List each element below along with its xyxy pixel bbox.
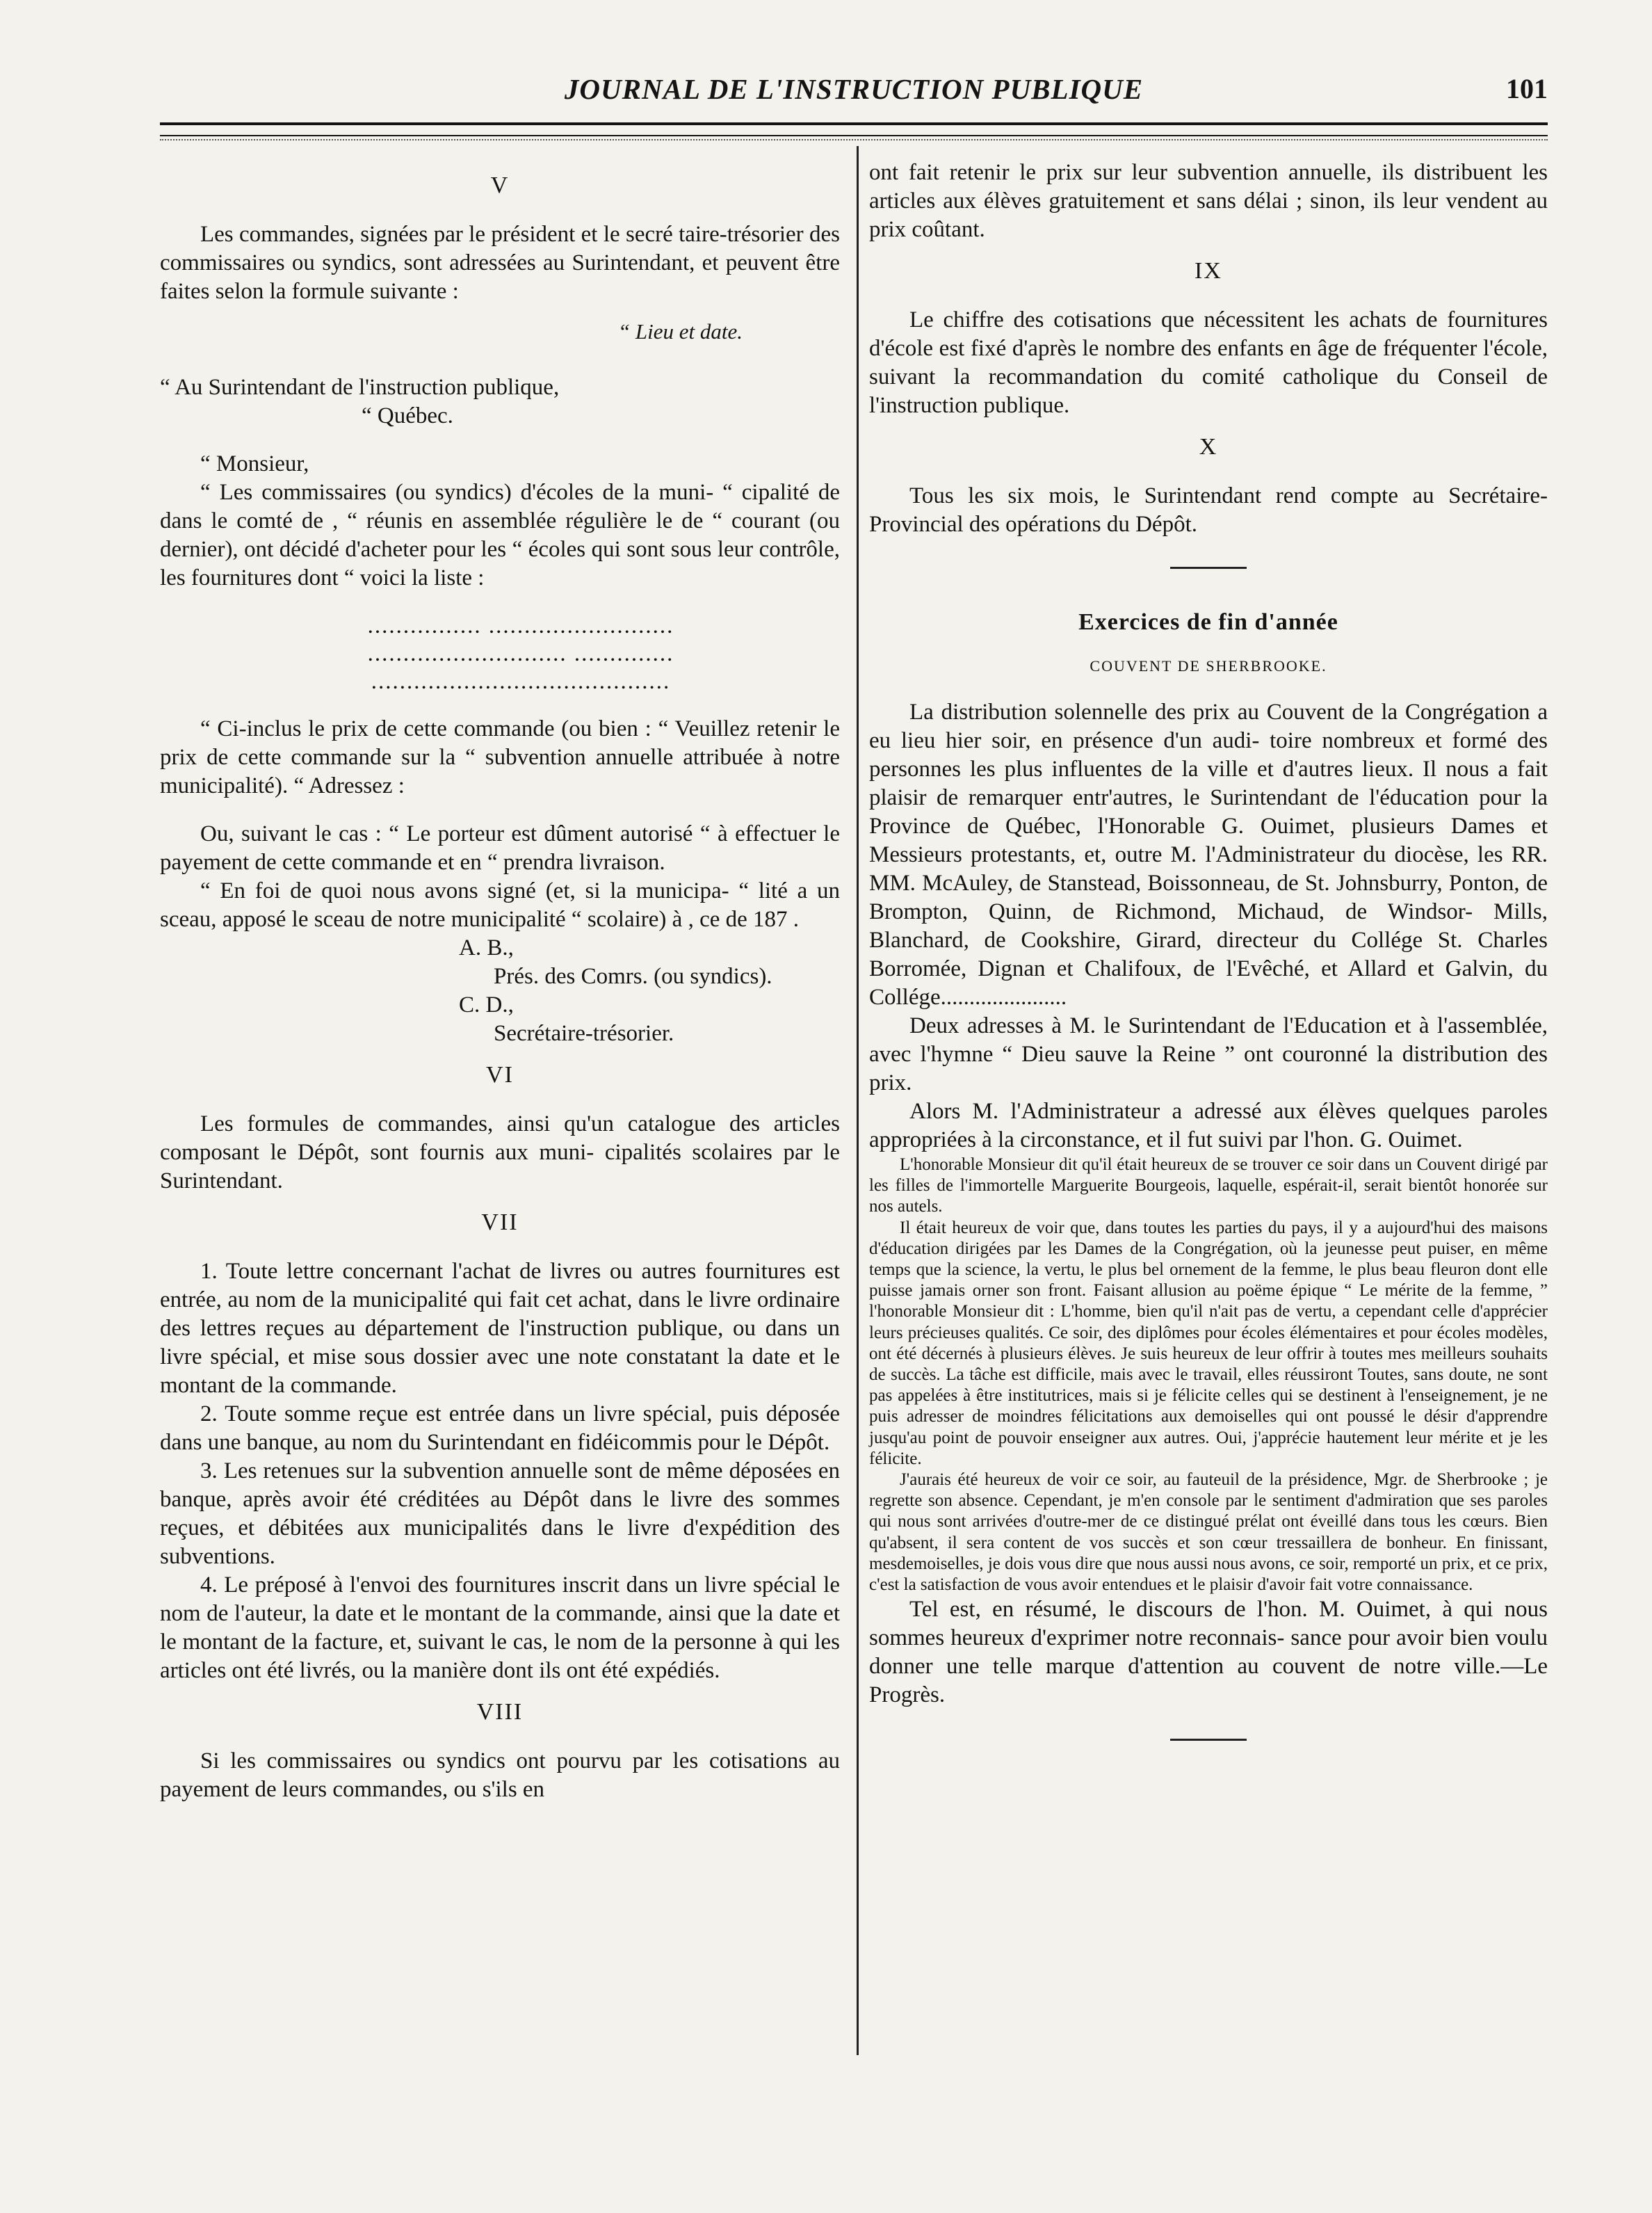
article-heading: Exercices de fin d'année [1078, 609, 1338, 635]
page-header [160, 72, 1548, 114]
section-x-number: X [1199, 434, 1218, 460]
end-rule [1170, 1739, 1247, 1741]
rule-4-paragraph: 4. Le préposé à l'envoi des fournitures inscrit dans un livre spécial le nom de l'auteur, la date et le montant de la commande, ainsi que la date et le montant de la facture, et, suivant le cas, le nom de la personne à qui les articles ont été livrés, ou la manière dont ils ont été expédiés. [160, 1572, 840, 1683]
form-dotted-line-3: .......................................... [371, 669, 671, 694]
article-subheading: COUVENT DE SHERBROOKE. [1090, 657, 1327, 675]
form-bearer-paragraph: Ou, suivant le cas : “ Le porteur est dûment autorisé “ à effectuer le payement de cette commande et en “ prendra livraison. [160, 821, 840, 875]
form-address-line-2: “ Québec. [362, 403, 453, 428]
continued-paragraph: ont fait retenir le prix sur leur subvention annuelle, ils distribuent les articles aux élèves gratuitement et sans délai ; sinon, ils leur vendent au prix coûtant. [869, 160, 1548, 242]
form-signature-paragraph: “ En foi de quoi nous avons signé (et, si la municipa- “ lité a un sceau, apposé le sceau de notre municipalité “ scolaire) à , ce de 187 . [160, 878, 840, 932]
header-double-rule [160, 122, 1548, 136]
rule-2-paragraph: 2. Toute somme reçue est entrée dans un livre spécial, puis déposée dans une banque, au nom du Surintendant en fidéicommis pour le Dépôt. [160, 1401, 840, 1455]
section-viii-paragraph: Si les commissaires ou syndics ont pourvu par les cotisations au payement de leurs commandes, ou s'ils en [160, 1748, 840, 1802]
signature-president-title: Prés. des Comrs. (ou syndics). [494, 964, 772, 989]
form-body-paragraph: “ Les commissaires (ou syndics) d'écoles de la muni- “ cipalité de dans le comté de , “ réunis en assemblée régulière le de “ courant (ou dernier), ont décidé d'acheter pour les “ écoles qui sont sous leur contrôle, les fournitures dont “ voici la liste : [160, 480, 840, 590]
forms-catalogue-paragraph: Les formules de commandes, ainsi qu'un catalogue des articles composant le Dépôt, sont fournis aux muni- cipalités scolaires par le Surintendant. [160, 1111, 840, 1193]
distribution-paragraph: La distribution solennelle des prix au Couvent de la Congrégation a eu lieu hier soir, en présence d'un audi- toire nombreux et formé des personnes les plus influentes de la ville et d'autres lieux. Il nous a fait plaisir de remarquer entr'autres, le Surintendant de l'éducation pour la Province de Québec, l'Honorable G. Ouimet, plusieurs Dames et Messieurs protestants, et, outre M. l'Administrateur du diocèse, les RR. MM. McAuley, de Stanstead, Boissonneau, de St. Johnsburry, Ponton, de Brompton, Quinn, de Richmond, Michaud, de Windsor- Mills, Blanchard, de Cookshire, Girard, directeur du Collége St. Charles Borromée, Dignan et Chalifoux, de l'Evêché, et Allard et Galvin, du Collége...................... [869, 700, 1548, 1010]
addresses-paragraph: Deux adresses à M. le Surintendant de l'Education et à l'assemblée, avec l'hymne “ Dieu sauve la Reine ” ont couronné la distribution des prix. [869, 1013, 1548, 1095]
section-viii-number: VIII [476, 1699, 524, 1725]
report-paragraph: Tous les six mois, le Surintendant rend compte au Secrétaire-Provincial des opérations du Dépôt. [869, 483, 1548, 537]
speech-paragraph-1: L'honorable Monsieur dit qu'il était heureux de se trouver ce soir dans un Couvent dirigé par les filles de l'immortelle Marguerite Bourgeois, laquelle, espérait-il, serait bientôt honorée sur nos autels. [869, 1155, 1548, 1216]
section-ix-number: IX [1195, 258, 1222, 284]
section-vi-number: VI [486, 1062, 514, 1088]
form-dotted-line-2: ............................ .............. [367, 641, 674, 666]
speech-paragraph-2: Il était heureux de voir que, dans toutes les parties du pays, il y a aujourd'hui des maisons d'éducation dirigées par les Dames de la Congrégation, où la jeunesse peut puiser, en même temps que la science, la vertu, le plus bel ornement de la femme, le plus beau fleuron dont elle puisse jamais orner son front. Faisant allusion au poëme épique “ Le mérite de la femme, ” l'honorable Monsieur dit : L'homme, bien qu'il n'ait pas de vertu, a cependant celle d'apprécier leurs précieuses qualités. Ce soir, des diplômes pour écoles élémentaires et pour écoles modèles, ont été décernés à plusieurs élèves. Je suis heureux de leur offrir à toutes mes meilleurs souhaits de succès. La tâche est difficile, mais avec le travail, elles réussiront Toutes, sans doute, ne sont pas appelées à être institutrices, mais si je félicite celles qui se destinent à l'enseignement, je ne puis adresser de moindres félicitations aux demoiselles qui ont poussé le désir d'apprendre jusqu'au point de pouvoir enseigner aux autres. Oui, j'apprécie hautement leur mérite et je les félicite. [869, 1218, 1548, 1468]
article-separator-rule [1170, 567, 1247, 569]
journal-title: JOURNAL DE L'INSTRUCTION PUBLIQUE [564, 73, 1144, 105]
page-number: 101 [1506, 73, 1548, 104]
section-vii-number: VII [481, 1209, 519, 1235]
administrator-paragraph: Alors M. l'Administrateur a adressé aux élèves quelques paroles appropriées à la circonstance, et il fut suivi par l'hon. G. Ouimet. [869, 1099, 1548, 1152]
closing-paragraph: Tel est, en résumé, le discours de l'hon. M. Ouimet, à qui nous sommes heureux d'exprimer notre reconnais- sance pour avoir bien voulu donner une telle marque d'attention au couvent de notre ville.—Le Progrès. [869, 1597, 1548, 1708]
form-dotted-line-1: ................ .......................... [367, 613, 674, 638]
right-column [869, 159, 1548, 1741]
section-v-number: V [490, 172, 510, 198]
speech-paragraph-3: J'aurais été heureux de voir ce soir, au fauteuil de la présidence, Mgr. de Sherbrooke ; je regrette son absence. Cependant, je m'en console par le sentiment d'admiration que ses paroles qui nous sont arrivées d'outre-mer de ce distingué prélat ont éveillé dans tous les cœurs. Bien qu'absent, il sera content de vos succès et son cœur tressaillera de bonheur. En finissant, mesdemoiselles, je dois vous dire que nous aussi nous avons, ce soir, remporté un prix, et ce prix, c'est la satisfaction de vous avoir entendues et le plaisir d'avoir fait votre connaissance. [869, 1470, 1548, 1595]
signature-president: A. B., [459, 935, 514, 960]
form-salutation: “ Monsieur, [200, 451, 309, 476]
rule-3-paragraph: 3. Les retenues sur la subvention annuelle sont de même déposées en banque, après avoir été créditées au Dépôt dans le livre des sommes reçues, et débitées aux municipalités dans le livre d'expédition des subventions. [160, 1458, 840, 1569]
cotisations-paragraph: Le chiffre des cotisations que nécessitent les achats de fournitures d'école est fixé d'après le nombre des enfants en âge de fréquenter l'école, suivant la recommandation du comité catholique du Conseil de l'instruction publique. [869, 307, 1548, 418]
column-divider [857, 146, 859, 2055]
form-address-line-1: “ Au Surintendant de l'instruction publique, [160, 375, 560, 400]
form-dateline: “ Lieu et date. [617, 319, 743, 344]
signature-secretary: C. D., [459, 992, 514, 1017]
header-dotted-rule [160, 139, 1548, 140]
rule-1-paragraph: 1. Toute lettre concernant l'achat de livres ou autres fournitures est entrée, au nom de la municipalité qui fait cet achat, dans le livre ordinaire des lettres reçues au département de l'instruction publique, ou dans un livre spécial, et mise sous dossier avec une note constatant la date et le montant de la commande. [160, 1259, 840, 1398]
speech-block [869, 1154, 1548, 1595]
left-column [160, 159, 840, 1804]
signature-secretary-title: Secrétaire-trésorier. [494, 1021, 674, 1046]
form-payment-paragraph: “ Ci-inclus le prix de cette commande (ou bien : “ Veuillez retenir le prix de cette commande sur la “ subvention annuelle attribuée à notre municipalité). “ Adressez : [160, 716, 840, 798]
orders-paragraph: Les commandes, signées par le président et le secré taire-trésorier des commissaires ou syndics, sont adressées au Surintendant, et peuvent être faites selon la formule suivante : [160, 222, 840, 304]
